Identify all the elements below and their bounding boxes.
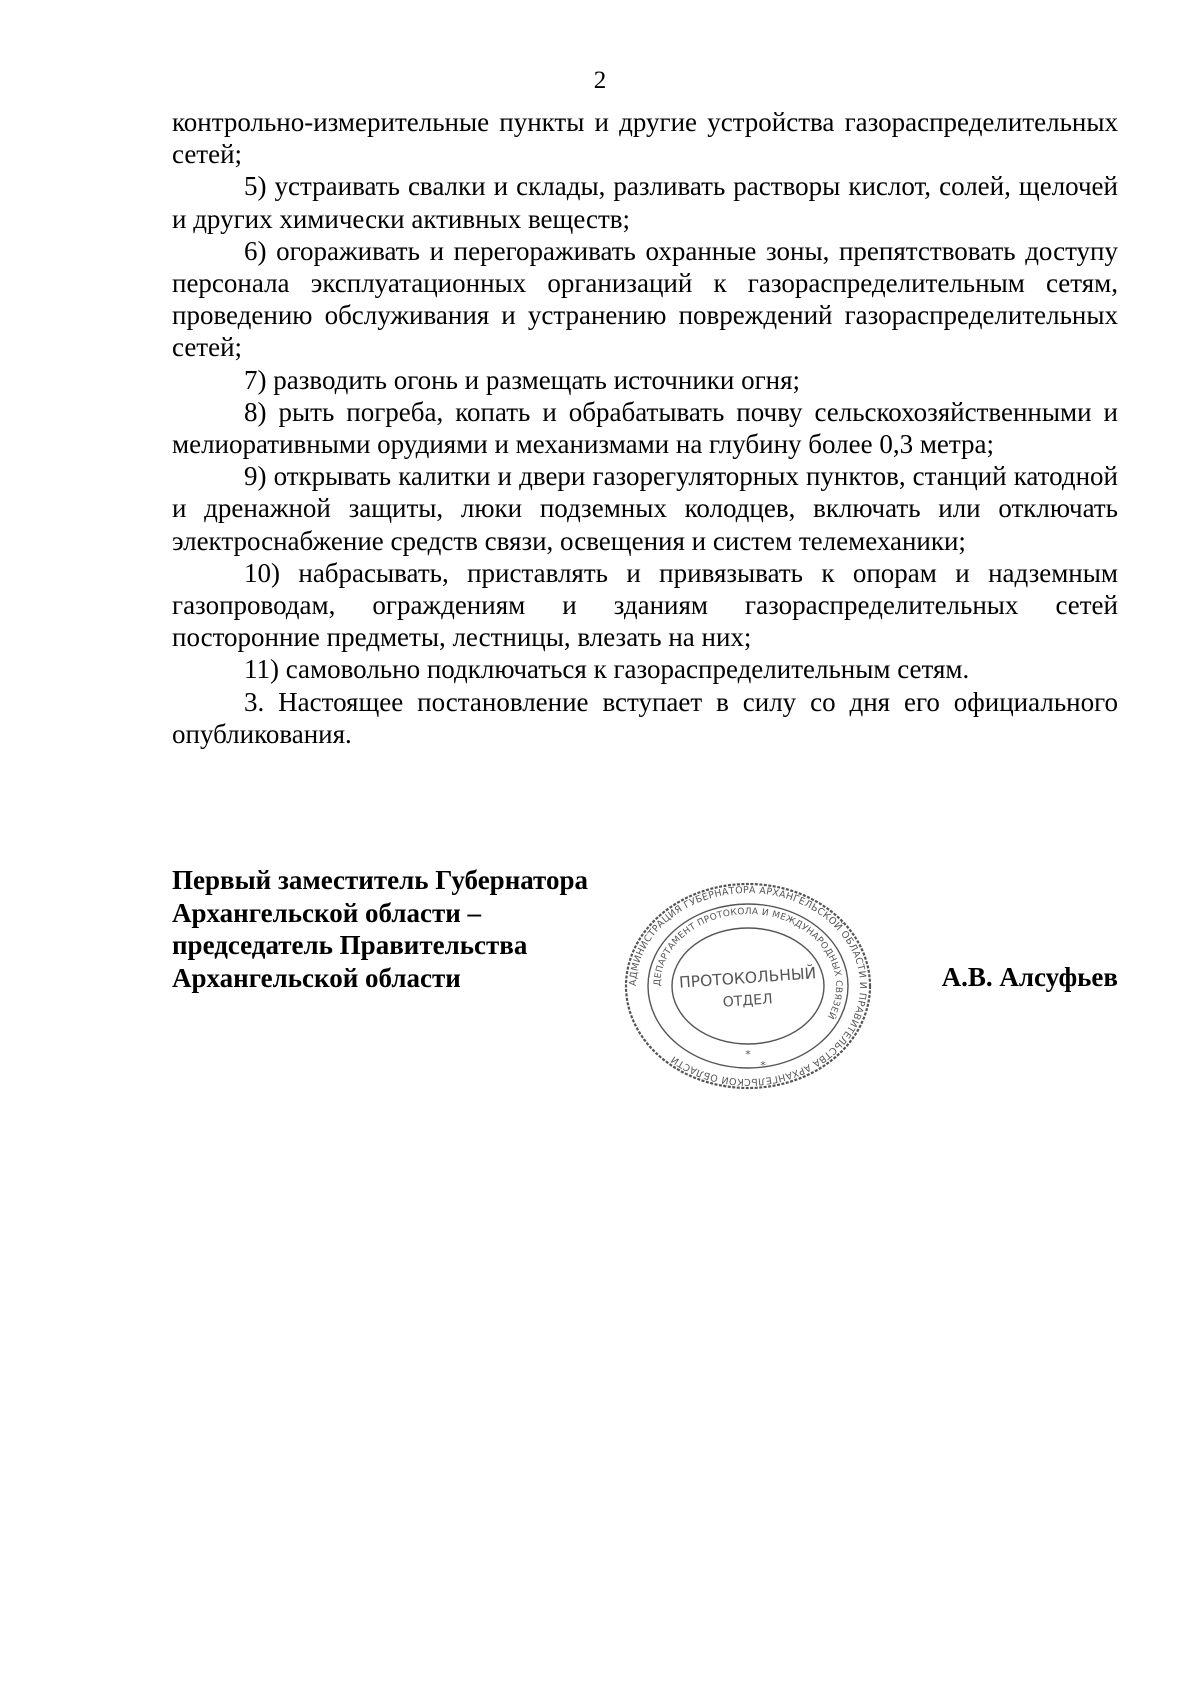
list-item-5: 5) устраивать свалки и склады, разливать растворы кислот, солей, щелочей и других химически активных веществ; bbox=[172, 171, 1118, 234]
stamp-star-icon: * bbox=[760, 1059, 766, 1072]
list-item-9: 9) открывать калитки и двери газорегуляторных пунктов, станций катодной и дренажной защиты, люки подземных колодцев, включать или отключать электроснабжение средств связи, освещения и систем телемеханики; bbox=[172, 461, 1118, 556]
signatory-title-line: Архангельской области – bbox=[172, 897, 482, 928]
list-item-11: 11) самовольно подключаться к газораспределительным сетям. bbox=[244, 654, 970, 685]
clause-3: 3. Настоящее постановление вступает в силу со дня его официального опубликования. bbox=[172, 686, 1118, 749]
page-number: 2 bbox=[593, 67, 607, 94]
signatory-name: А.В. Алсуфьев bbox=[941, 962, 1118, 992]
signatory-title-line: Архангельской области bbox=[172, 962, 461, 993]
signatory-title-line: председатель Правительства bbox=[172, 930, 528, 960]
stamp-center-line-1: ПРОТОКОЛЬНЫЙ bbox=[678, 964, 817, 992]
document-body bbox=[172, 106, 1118, 750]
list-item-10: 10) набрасывать, приставлять и привязывать к опорам и надземным газопроводам, ограждениям и зданиям газораспределительных сетей посторонние предметы, лестницы, влезать на них; bbox=[172, 557, 1118, 653]
stamp-outer-text: АДМИНИСТРАЦИЯ ГУБЕРНАТОРА АРХАНГЕЛЬСКОЙ ОБЛАСТИ И ПРАВИТЕЛЬСТВА АРХАНГЕЛЬСКОЙ ОБЛАСТИ bbox=[627, 884, 869, 1088]
signature-block bbox=[172, 864, 1118, 1088]
stamp-star-icon: * bbox=[745, 1048, 751, 1061]
list-item-7: 7) разводить огонь и размещать источники огня; bbox=[244, 364, 801, 395]
stamp-inner-text: ДЕПАРТАМЕНТ ПРОТОКОЛА И МЕЖДУНАРОДНЫХ СВЯЗЕЙ bbox=[652, 906, 844, 1021]
paragraph-continuation: контрольно-измерительные пункты и другие устройства газораспределительных сетей; bbox=[172, 107, 1118, 170]
signatory-title-line: Первый заместитель Губернатора bbox=[172, 865, 588, 895]
list-item-6: 6) огораживать и перегораживать охранные зоны, препятствовать доступу персонала эксплуатационных организаций к газораспределительным сетям, проведению обслуживания и устранению повреждений газораспределительных сетей; bbox=[172, 235, 1118, 363]
official-stamp bbox=[623, 881, 873, 1091]
signatory-title bbox=[172, 864, 588, 994]
list-item-8: 8) рыть погреба, копать и обрабатывать почву сельскохозяйственными и мелиоративными орудиями и механизмами на глубину более 0,3 метра; bbox=[172, 396, 1118, 460]
stamp-center-line-2: ОТДЕЛ bbox=[722, 991, 774, 1011]
